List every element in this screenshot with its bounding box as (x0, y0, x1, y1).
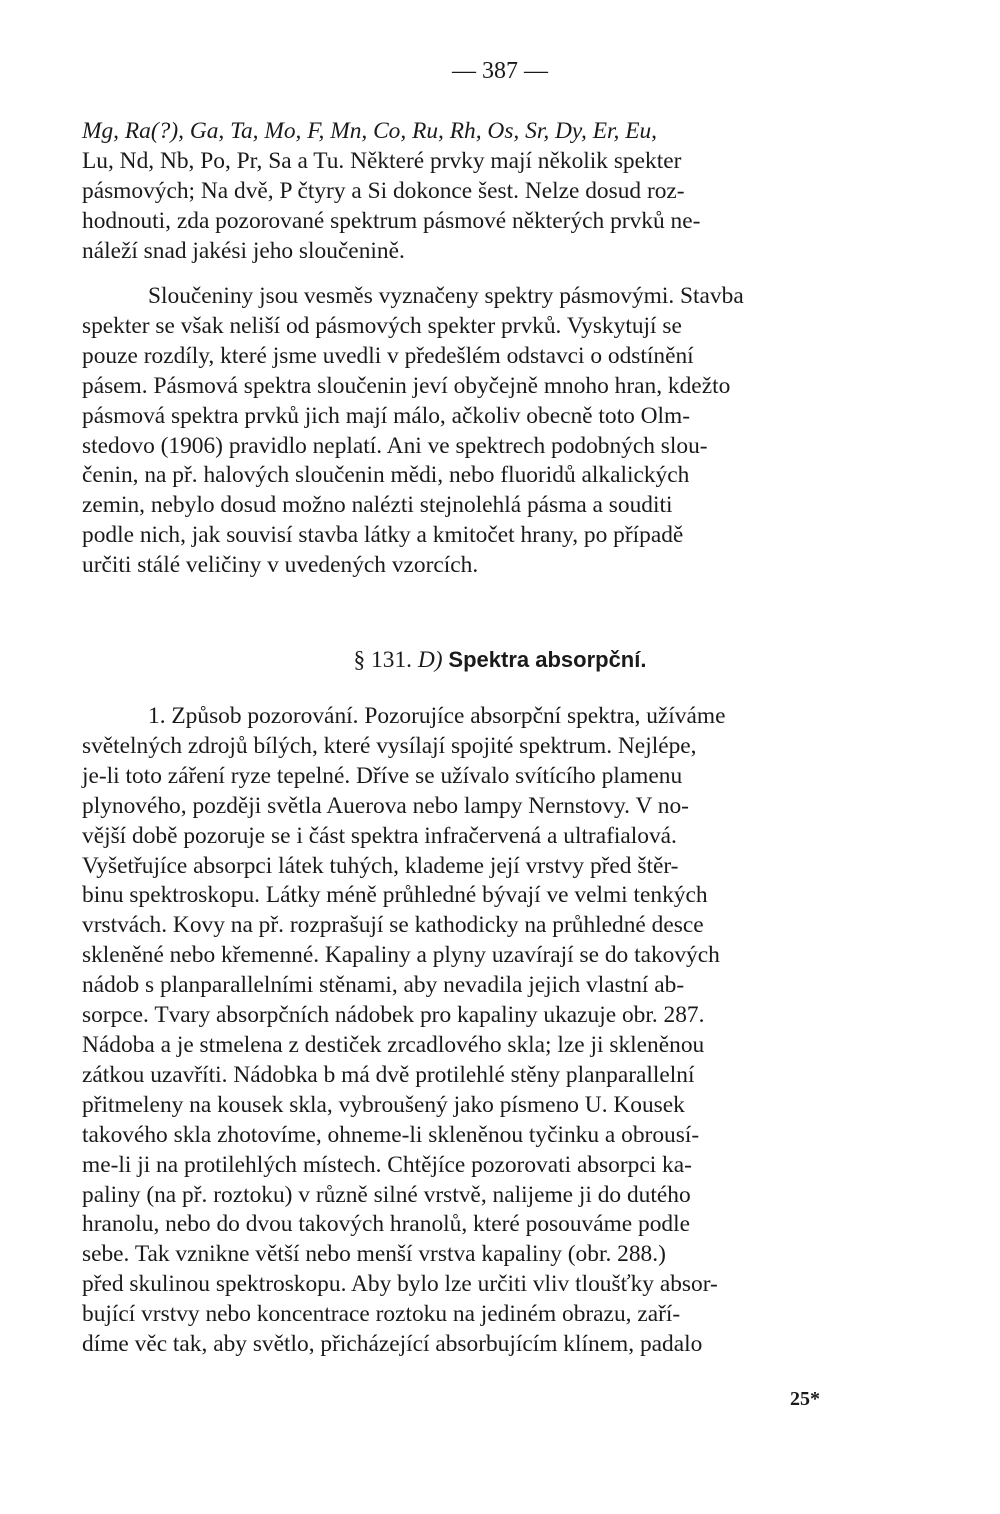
text-line: plynového, později světla Auerova nebo lampy Nernstovy. V no- (82, 792, 689, 819)
text-line: vrstvách. Kovy na př. rozprašují se kathodicky na průhledné desce (82, 912, 704, 939)
text-line: pásem. Pásmová spektra sloučenin jeví obyčejně mnoho hran, kdežto (82, 372, 731, 399)
text-line: takového skla zhotovíme, ohneme-li skleněnou tyčinku a obrousí- (82, 1121, 700, 1148)
text-line: čenin, na př. halových sloučenin mědi, nebo fluoridů alkalických (82, 462, 690, 489)
text-line: před skulinou spektroskopu. Aby bylo lze určiti vliv tloušťky absor- (82, 1271, 718, 1298)
text-line: Nádoba a je stmelena z destiček zrcadlového skla; lze ji skleněnou (82, 1031, 705, 1058)
text-line: zátkou uzavříti. Nádobka b má dvě protilehlé stěny planparallelní (82, 1061, 695, 1088)
text-line: bující vrstvy nebo koncentrace roztoku na jediném obrazu, zaří- (82, 1301, 681, 1328)
text-line: spekter se však neliší od pásmových spekter prvků. Vyskytují se (82, 312, 682, 339)
text-line: binu spektroskopu. Látky méně průhledné bývají ve velmi tenkých (82, 882, 708, 909)
text-line: zemin, nebylo dosud možno nalézti stejnolehlá pásma a souditi (82, 492, 673, 519)
text-line: sebe. Tak vznikne větší nebo menší vrstva kapaliny (obr. 288.) (82, 1241, 666, 1268)
text-line: podle nich, jak souvisí stavba látky a kmitočet hrany, po případě (82, 522, 684, 549)
text-line: díme věc tak, aby světlo, přicházející absorbujícím klínem, padalo (82, 1331, 703, 1358)
text-line: určiti stálé veličiny v uvedených vzorcích. (82, 552, 479, 579)
paragraph-compounds (82, 282, 860, 581)
paragraph-element-list (82, 117, 860, 267)
section-title: Spektra absorpční. (448, 647, 647, 672)
text-line: hranolu, nebo do dvou takových hranolů, které posouváme podle (82, 1211, 691, 1238)
text-line: pouze rozdíly, které jsme uvedli v předešlém odstavci o odstínění (82, 342, 694, 369)
text-line: Vyšetřujíce absorpci látek tuhých, klademe její vrstvy před štěr- (82, 852, 679, 879)
text-line: 1. Způsob pozorování. Pozorujíce absorpční spektra, užíváme (148, 703, 726, 729)
paragraph-observation-method (82, 702, 860, 1360)
text-line: nádob s planparallelními stěnami, aby nevadila jejich vlastní ab- (82, 972, 685, 999)
text-line: Mg, Ra(?), Ga, Ta, Mo, F, Mn, Co, Ru, Rh, Os, Sr, Dy, Er, Eu, (82, 118, 658, 144)
text-line: Lu, Nd, Nb, Po, Pr, Sa a Tu. Některé prvky mají několik spekter (82, 147, 682, 174)
text-line: stedovo (1906) pravidlo neplatí. Ani ve spektrech podobných slou- (82, 432, 708, 459)
text-line: je-li toto záření ryze tepelné. Dříve se užívalo svítícího plamenu (82, 762, 683, 789)
section-heading (0, 647, 1000, 674)
page-number: — 387 — (452, 58, 548, 84)
text-line: vější době pozoruje se i část spektra infračervená a ultrafialová. (82, 822, 677, 849)
text-line: sorpce. Tvary absorpčních nádobek pro kapaliny ukazuje obr. 287. (82, 1002, 705, 1029)
text-line: Sloučeniny jsou vesměs vyznačeny spektry pásmovými. Stavba (148, 283, 744, 309)
text-line: pásmová spektra prvků jich mají málo, ačkoliv obecně toto Olm- (82, 402, 690, 429)
signature-mark: 25* (790, 1388, 820, 1410)
text-line: hodnouti, zda pozorované spektrum pásmové některých prvků ne- (82, 207, 701, 234)
section-number: § 131. (353, 647, 412, 673)
text-line: přitmeleny na kousek skla, vybroušený jako písmeno U. Kousek (82, 1091, 685, 1118)
text-line: paliny (na př. roztoku) v různě silné vrstvě, nalijeme ji do dutého (82, 1181, 691, 1208)
text-line: světelných zdrojů bílých, které vysílají spojité spektrum. Nejlépe, (82, 732, 697, 759)
text-line: náleží snad jakési jeho sloučenině. (82, 237, 405, 264)
section-letter: D) (417, 647, 443, 673)
text-line: skleněné nebo křemenné. Kapaliny a plyny uzavírají se do takových (82, 942, 720, 969)
text-line: me-li ji na protilehlých místech. Chtějíce pozorovati absorpci ka- (82, 1151, 692, 1178)
text-line: pásmových; Na dvě, P čtyry a Si dokonce šest. Nelze dosud roz- (82, 177, 685, 204)
